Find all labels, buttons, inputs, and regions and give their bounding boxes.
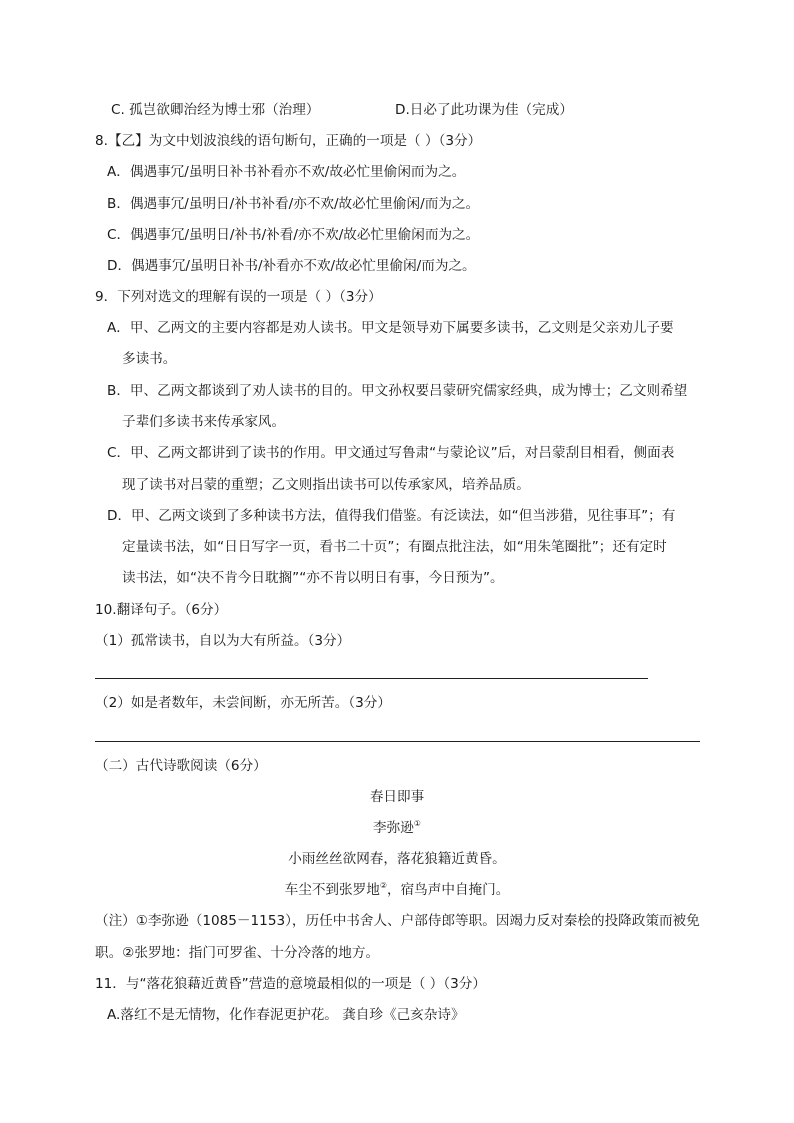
q9-option-d-line1: D．甲、乙两文谈到了多种读书方法，值得我们借鉴。有泛读法，如“但当涉猎，见往事耳”；有 bbox=[107, 508, 676, 524]
q11-stem: 11．与“落花狼藉近黄昏”营造的意境最相似的一项是（ ）（3分） bbox=[95, 976, 486, 992]
poem-note-line2: 职。②张罗地：指门可罗雀、十分冷落的地方。 bbox=[95, 945, 380, 961]
q9-option-a-line2: 多读书。 bbox=[122, 351, 177, 367]
poem-line-2: 车尘不到张罗地②，宿鸟声中自掩门。 bbox=[284, 881, 510, 898]
q9-stem: 9．下列对选文的理解有误的一项是（ ）（3分） bbox=[95, 289, 382, 305]
q9-option-d-line2: 定量读书法，如“日日写字一页，看书二十页”；有圈点批注法，如“用朱笔圈批”；还有定时 bbox=[122, 539, 667, 555]
q9-option-d-line3: 读书法，如“决不肯今日耽搁”“亦不肯以明日有事，今日预为”。 bbox=[122, 570, 504, 586]
poem-author: 李弥逊① bbox=[373, 819, 421, 836]
q9-option-b-line2: 子辈们多读书来传承家风。 bbox=[122, 414, 286, 430]
q10-sentence-1: （1）孤常读书，自以为大有所益。（3分） bbox=[95, 633, 351, 649]
poem-line-1: 小雨丝丝欲网春，落花狼籍近黄昏。 bbox=[288, 851, 506, 867]
line-note-mark: ② bbox=[379, 881, 387, 890]
q8-option-a: A．偶遇事冗/虽明日补书补看亦不欢/故必忙里偷闲而为之。 bbox=[107, 164, 466, 180]
q11-option-a: A.落红不是无情物，化作春泥更护花。 龚自珍《己亥杂诗》 bbox=[107, 1007, 465, 1023]
q10-sentence-2: （2）如是者数年，未尝间断，亦无所苦。（3分） bbox=[95, 695, 391, 711]
section-heading: （二）古代诗歌阅读（6分） bbox=[95, 758, 267, 774]
q10-stem: 10.翻译句子。（6分） bbox=[95, 602, 228, 618]
q7-option-d: D.日必了此功课为佳（完成） bbox=[395, 102, 573, 118]
poem-note-line1: （注）①李弥逊（1085－1153），历任中书舍人、户部侍郎等职。因竭力反对秦桧的投降政策而被免 bbox=[95, 913, 700, 929]
q10-answer-line-2[interactable] bbox=[95, 741, 700, 742]
q10-answer-line-1[interactable] bbox=[95, 678, 648, 679]
q9-option-c-line2: 现了读书对吕蒙的重塑；乙文则指出读书可以传承家风，培养品质。 bbox=[122, 477, 530, 493]
q8-stem: 8.【乙】为文中划波浪线的语句断句，正确的一项是（ ）（3分） bbox=[95, 133, 482, 149]
q9-option-c-line1: C．甲、乙两文都讲到了读书的作用。甲文通过写鲁肃“与蒙论议”后，对吕蒙刮目相看，侧面表 bbox=[107, 445, 675, 461]
q9-option-a-line1: A．甲、乙两文的主要内容都是劝人读书。甲文是领导劝下属要多读书，乙文则是父亲劝儿子要 bbox=[107, 320, 674, 336]
poem-title: 春日即事 bbox=[369, 789, 425, 805]
q9-option-b-line1: B．甲、乙两文都谈到了劝人读书的目的。甲文孙权要吕蒙研究儒家经典，成为博士；乙文则希望 bbox=[107, 383, 688, 399]
q7-option-c: C. 孤岂欲卿治经为博士邪（治理） bbox=[111, 102, 320, 118]
author-note-mark: ① bbox=[413, 819, 421, 828]
q8-option-c: C．偶遇事冗/虽明日/补书/补看/亦不欢/故必忙里偷闲而为之。 bbox=[107, 227, 480, 243]
q8-option-b: B．偶遇事冗/虽明日/补书补看/亦不欢/故必忙里偷闲/而为之。 bbox=[107, 196, 480, 212]
q8-option-d: D．偶遇事冗/虽明日补书/补看亦不欢/故必忙里偷闲/而为之。 bbox=[107, 258, 476, 274]
